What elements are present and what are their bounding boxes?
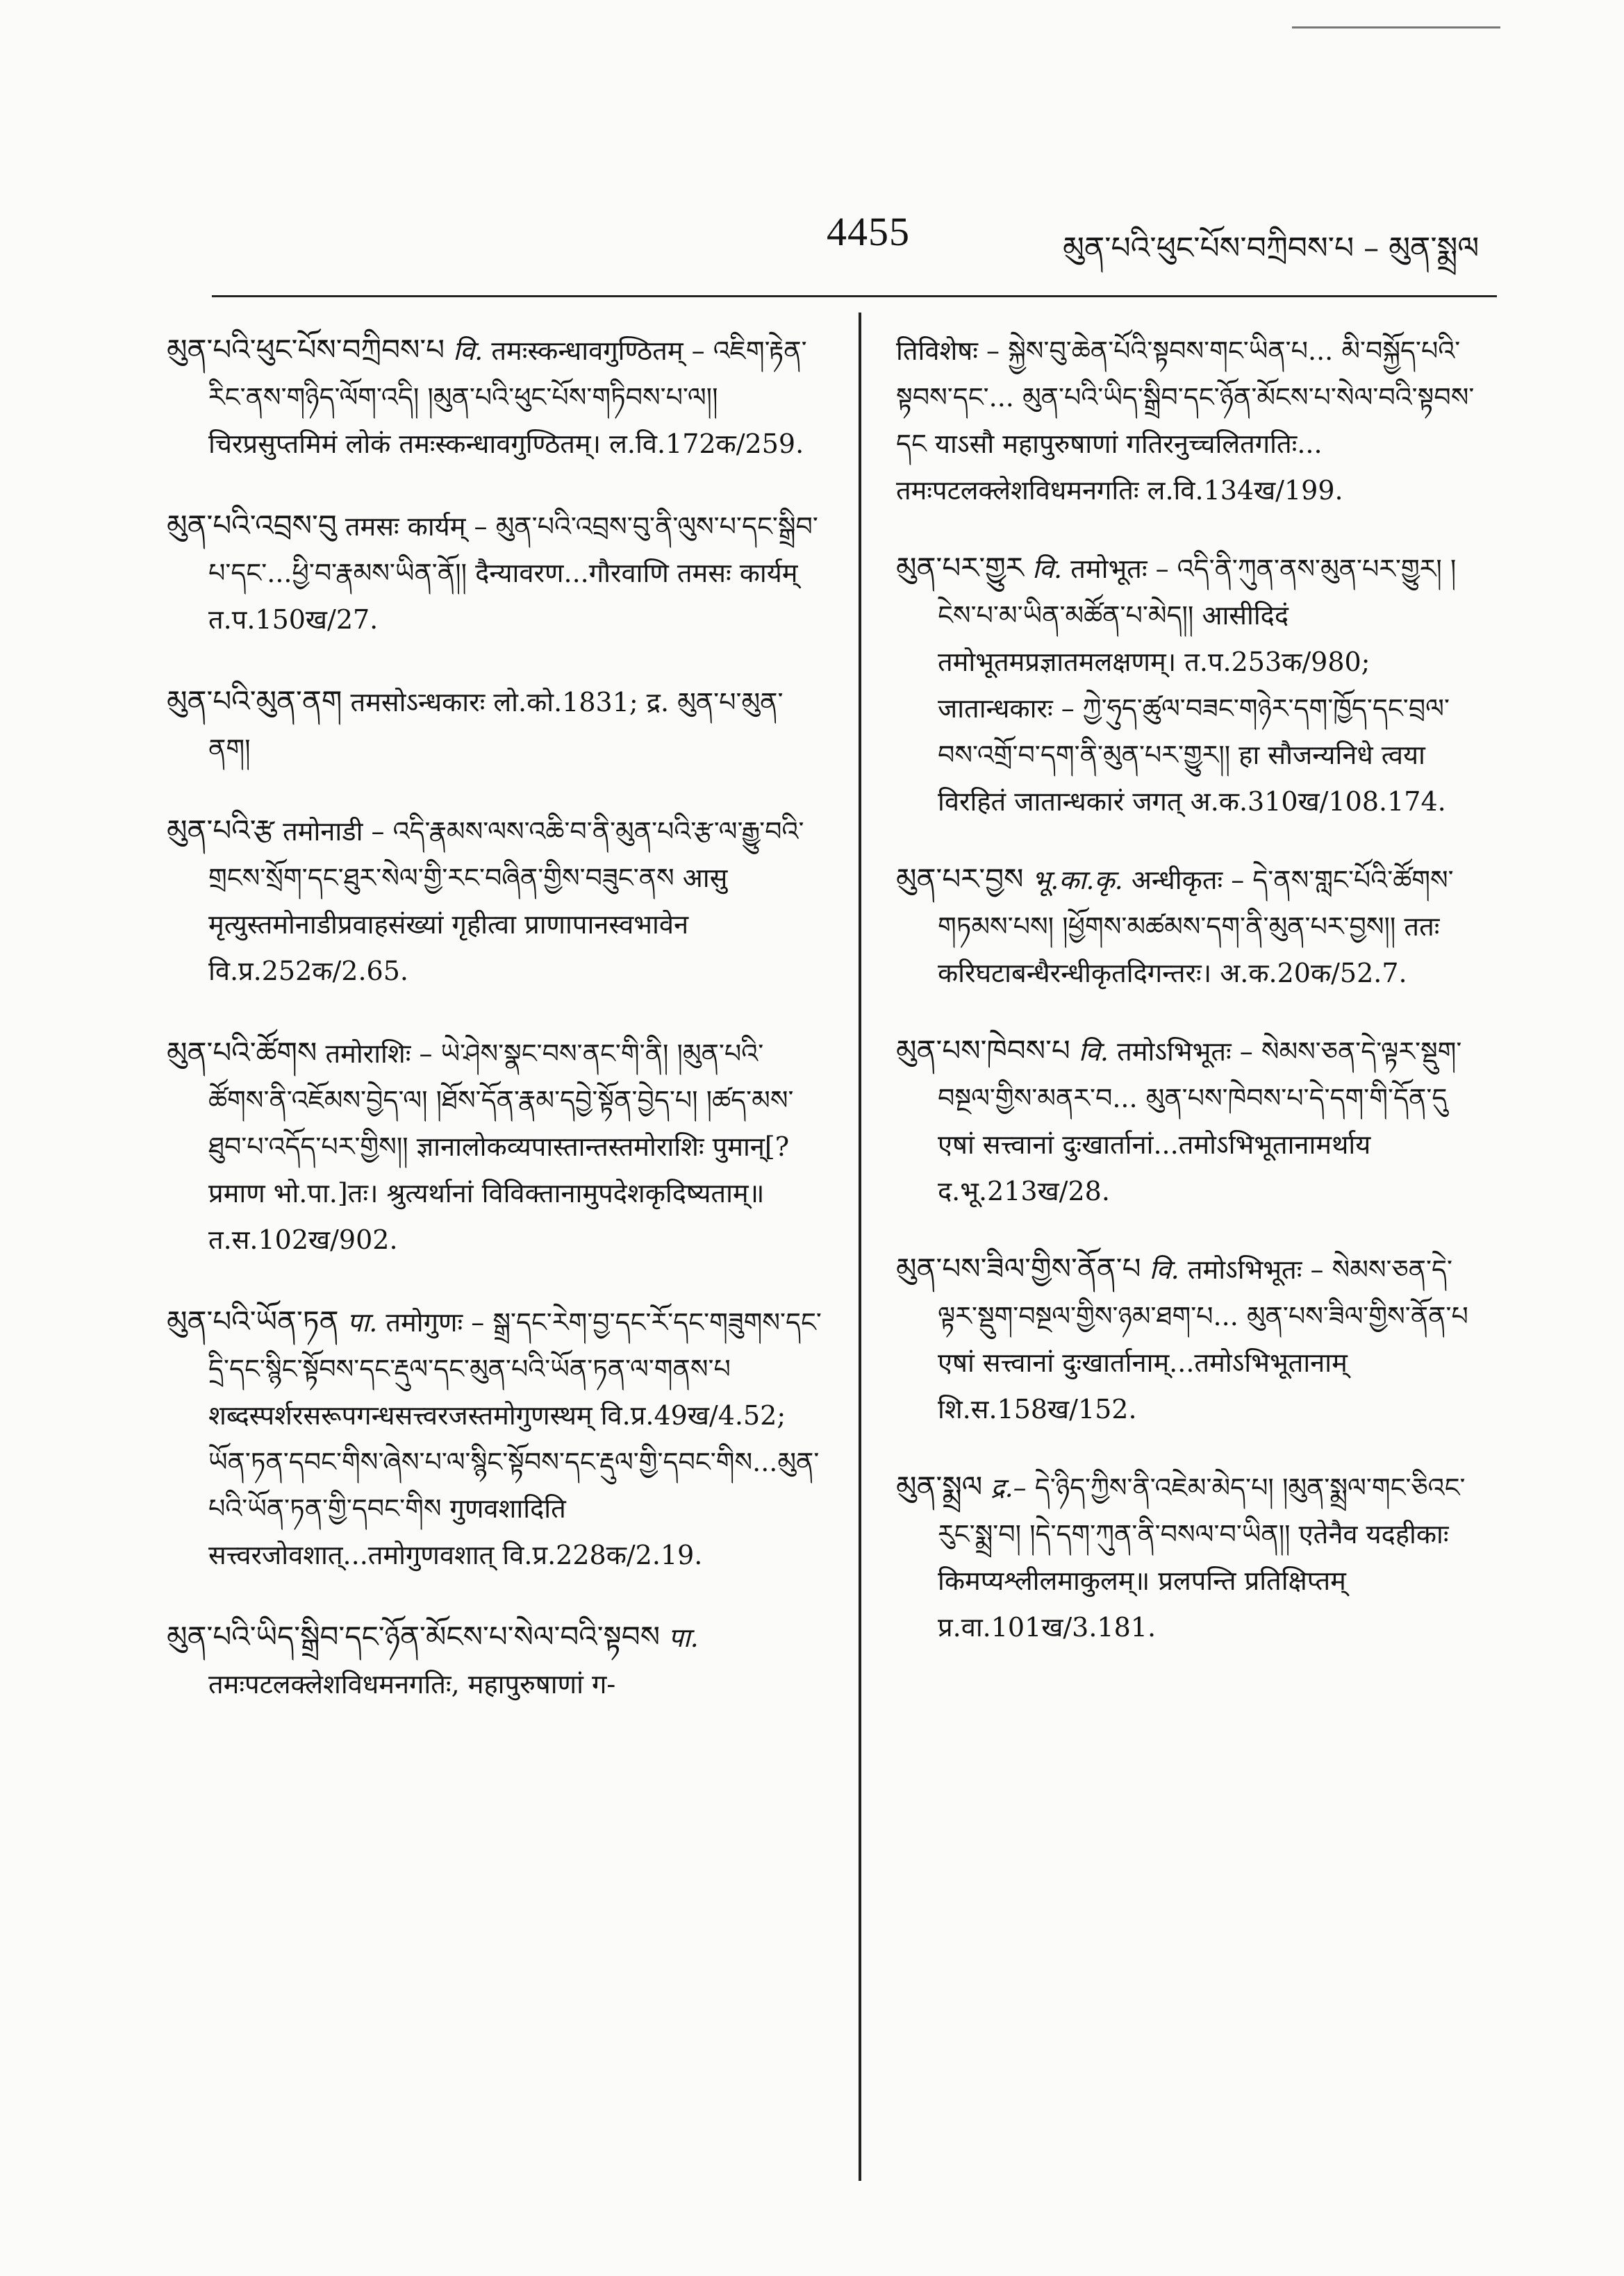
dictionary-entry <box>896 545 1486 825</box>
dictionary-entry <box>167 1613 823 1708</box>
entry-headword: མུན་པའི་རྩ <box>167 813 274 847</box>
entry-body: तमोराशिः – ཡེ་ཤེས་སྣང་བས་ནང་གི་ནི། །མུན་པའི་ཚོགས་ནི་འཇོམས་བྱེད་ལ། །ཐོས་དོན་རྣམ་དབྱེ་སྟོན་བྱེད་པ། །ཚད་མས་ཐུབ་པ་འདོད་པར་གྱིས།། ज्ञानालोकव्यपास्तान्तस्तमोराशिः पुमान्[?प्रमाण भो.पा.]तः। श्रुत्यर्थानां विविक्तानामुपदेशकृदिष्यताम्॥ त.स.102ख/902. <box>208 1038 794 1255</box>
entry-body: अन्धीकृतः – དེ་ནས་གླང་པོའི་ཚོགས་གཏམས་པས། །ཕྱོགས་མཚམས་དག་ནི་མུན་པར་བྱས།། ततः करिघटाबन्धैरन्धीकृतदिगन्तरः। अ.क.20क/52.7. <box>938 865 1454 988</box>
entry-body: तमोऽभिभूतः – སེམས་ཅན་དེ་ལྟར་སྡུག་བསྔལ་གྱིས་ཉམ་ཐག་པ... མུན་པས་ཟིལ་གྱིས་ནོན་པ एषां सत्त्वानां दुःखार्तानाम्...तमोऽभिभूतानाम् शि.स.158ख/152. <box>938 1254 1468 1424</box>
dictionary-entry <box>167 1029 823 1263</box>
dictionary-entry-continuation <box>896 326 1486 514</box>
dictionary-entry <box>167 678 823 772</box>
entry-headword: མུན་པའི་ཕུང་པོས་བཀྲིབས་པ <box>167 333 445 367</box>
entry-body: དེ་ཉིད་ཀྱིས་ནི་འཇེམ་མེད་པ། །མུན་སྨྲལ་གང་ཅིའང་རུང་སྨྲ་བ། །དེ་དག་ཀུན་ནི་བསལ་བ་ཡིན།། एतेनैव यदहीकाः किमप्यश्लीलमाकुलम्॥ प्रलपन्ति प्रतिक्षिप्तम् प्र.वा.101ख/3.181. <box>938 1472 1466 1643</box>
entry-headword: མུན་པའི་འབྲས་བུ <box>167 508 337 542</box>
right-column <box>896 326 1486 1681</box>
entry-body: तमोभूतः – འདི་ནི་ཀུན་ནས་མུན་པར་གྱུར། །ངེས་པ་མ་ཡིན་མཚོན་པ་མེད།། आसीदिदं तमोभूतमप्रज्ञातमलक्षणम्। त.प.253क/980; जातान्धकारः – ཀྱེ་ཧུད་ཚུལ་བཟང་གཉེར་དག་ཁྱོད་དང་བྲལ་བས་འགྲོ་བ་དག་ནི་མུན་པར་གྱུར།། हा सौजन्यनिधे त्वया विरहितं जातान्धकारं जगत् अ.क.310ख/108.174. <box>938 554 1457 817</box>
dictionary-entry <box>896 1027 1486 1215</box>
left-column <box>167 326 823 1743</box>
grammar-label: द्र.– <box>991 1472 1027 1503</box>
entry-headword: མུན་པས་ཁེབས་པ <box>896 1033 1070 1068</box>
entry-headword: མུན་སྨྲལ <box>896 1470 983 1504</box>
entry-headword: མུན་པར་བྱས <box>896 862 1024 896</box>
grammar-label: वि. <box>1149 1254 1179 1285</box>
corner-rule <box>1292 26 1500 28</box>
dictionary-entry <box>896 856 1486 997</box>
dictionary-entry <box>896 1245 1486 1433</box>
entry-body: तिविशेषः – སྐྱེས་བུ་ཆེན་པོའི་སྟབས་གང་ཡིན་པ... མི་བསྐྱོད་པའི་སྟབས་དང་... མུན་པའི་ཡིད་སྒྲིབ་དང་ཉོན་མོངས་པ་སེལ་བའི་སྟབས་དང याऽसौ महापुरुषाणां गतिरनुच्चलितगतिः... तमःपटलक्लेशविधमनगतिः ल.वि.134ख/199. <box>896 335 1475 506</box>
entry-body: तमोऽभिभूतः – སེམས་ཅན་དེ་ལྟར་སྡུག་བསྔལ་གྱིས་མནར་བ... མུན་པས་ཁེབས་པ་དེ་དག་གི་དོན་དུ एषां सत्त्वानां दुःखार्तानां...तमोऽभिभूतानामर्थाय द.भू.213ख/28. <box>938 1036 1462 1206</box>
entry-body: तमसः कार्यम् – མུན་པའི་འབྲས་བུ་ནི་ལུས་པ་དང་སྒྲིབ་པ་དང་...ཕྱི་བ་རྣམས་ཡིན་ནོ།། दैन्यावरण...गौरवाणि तमसः कार्यम् त.प.150ख/27. <box>208 511 818 635</box>
column-divider <box>859 313 861 2181</box>
entry-body: तमोनाडी – འདི་རྣམས་ལས་འཆི་བ་ནི་མུན་པའི་རྩ་ལ་རྒྱུ་བའི་གྲངས་སྲོག་དང་ཐུར་སེལ་གྱི་རང་བཞིན་གྱིས་བཟུང་ནས आसु मृत्युस्तमोनाडीप्रवाहसंख्यां गृहीत्वा प्राणापानस्वभावेन वि.प्र.252क/2.65. <box>208 816 804 986</box>
grammar-label: वि. <box>1078 1036 1109 1067</box>
page-number: 4455 <box>827 209 910 254</box>
entry-headword: མུན་པའི་ཡིད་སྒྲིབ་དང་ཉོན་མོངས་པ་སེལ་བའི་སྟབས <box>167 1620 661 1654</box>
grammar-label: पा. <box>347 1307 378 1338</box>
entry-headword: མུན་པའི་ཡོན་ཏན <box>167 1304 339 1338</box>
entry-headword: མུན་པའི་ཚོགས <box>167 1036 317 1070</box>
entry-headword: མུན་པས་ཟིལ་གྱིས་ནོན་པ <box>896 1252 1141 1286</box>
dictionary-entry <box>167 1298 823 1579</box>
running-head: མུན་པའི་ཕུང་པོས་བཀྲིབས་པ – མུན་སྨྲལ <box>1063 231 1480 266</box>
entry-headword: མུན་པའི་མུན་ནག <box>167 684 342 718</box>
grammar-label: पा. <box>668 1622 699 1653</box>
dictionary-entry <box>167 502 823 643</box>
entry-body: तमःस्कन्धावगुण्ठितम् – འཇིག་རྟེན་རིང་ནས་གཉིད་ལོག་འདི། །མུན་པའི་ཕུང་པོས་གཏིབས་པ་ལ།། चिरप्रसुप्तमिमं लोकं तमःस्कन्धावगुण्ठितम्। ल.वि.172क/259. <box>208 335 807 459</box>
entry-body: तमसोऽन्धकारः लो.को.1831; द्र. མུན་པ་མུན་ནག། <box>208 687 784 764</box>
dictionary-entry <box>167 326 823 467</box>
dictionary-entry <box>896 1463 1486 1651</box>
grammar-label: वि. <box>1032 554 1063 584</box>
entry-headword: མུན་པར་གྱུར <box>896 551 1024 585</box>
grammar-label: भू.का.कृ. <box>1031 865 1123 895</box>
entry-body: तमोगुणः – སྒྲ་དང་རེག་བྱ་དང་རོ་དང་གཟུགས་དང་དྲི་དང་སྙིང་སྟོབས་དང་རྡུལ་དང་མུན་པའི་ཡོན་ཏན་ལ་གནས་པ शब्दस्पर्शरसरूपगन्धसत्त्वरजस्तमोगुणस्थम् वि.प्र.49ख/4.52; ཡོན་ཏན་དབང་གིས་ཞེས་པ་ལ་སྙིང་སྟོབས་དང་རྡུལ་གྱི་དབང་གིས...མུན་པའི་ཡོན་ཏན་གྱི་དབང་གིས गुणवशादिति सत्त्वरजोवशात्...तमोगुणवशात् वि.प्र.228क/2.19. <box>208 1307 822 1570</box>
dictionary-entry <box>167 807 823 995</box>
grammar-label: वि. <box>453 335 483 366</box>
entry-body: तमःपटलक्लेशविधमनगतिः, महापुरुषाणां ग- <box>208 1669 616 1700</box>
header-rule <box>212 295 1497 297</box>
